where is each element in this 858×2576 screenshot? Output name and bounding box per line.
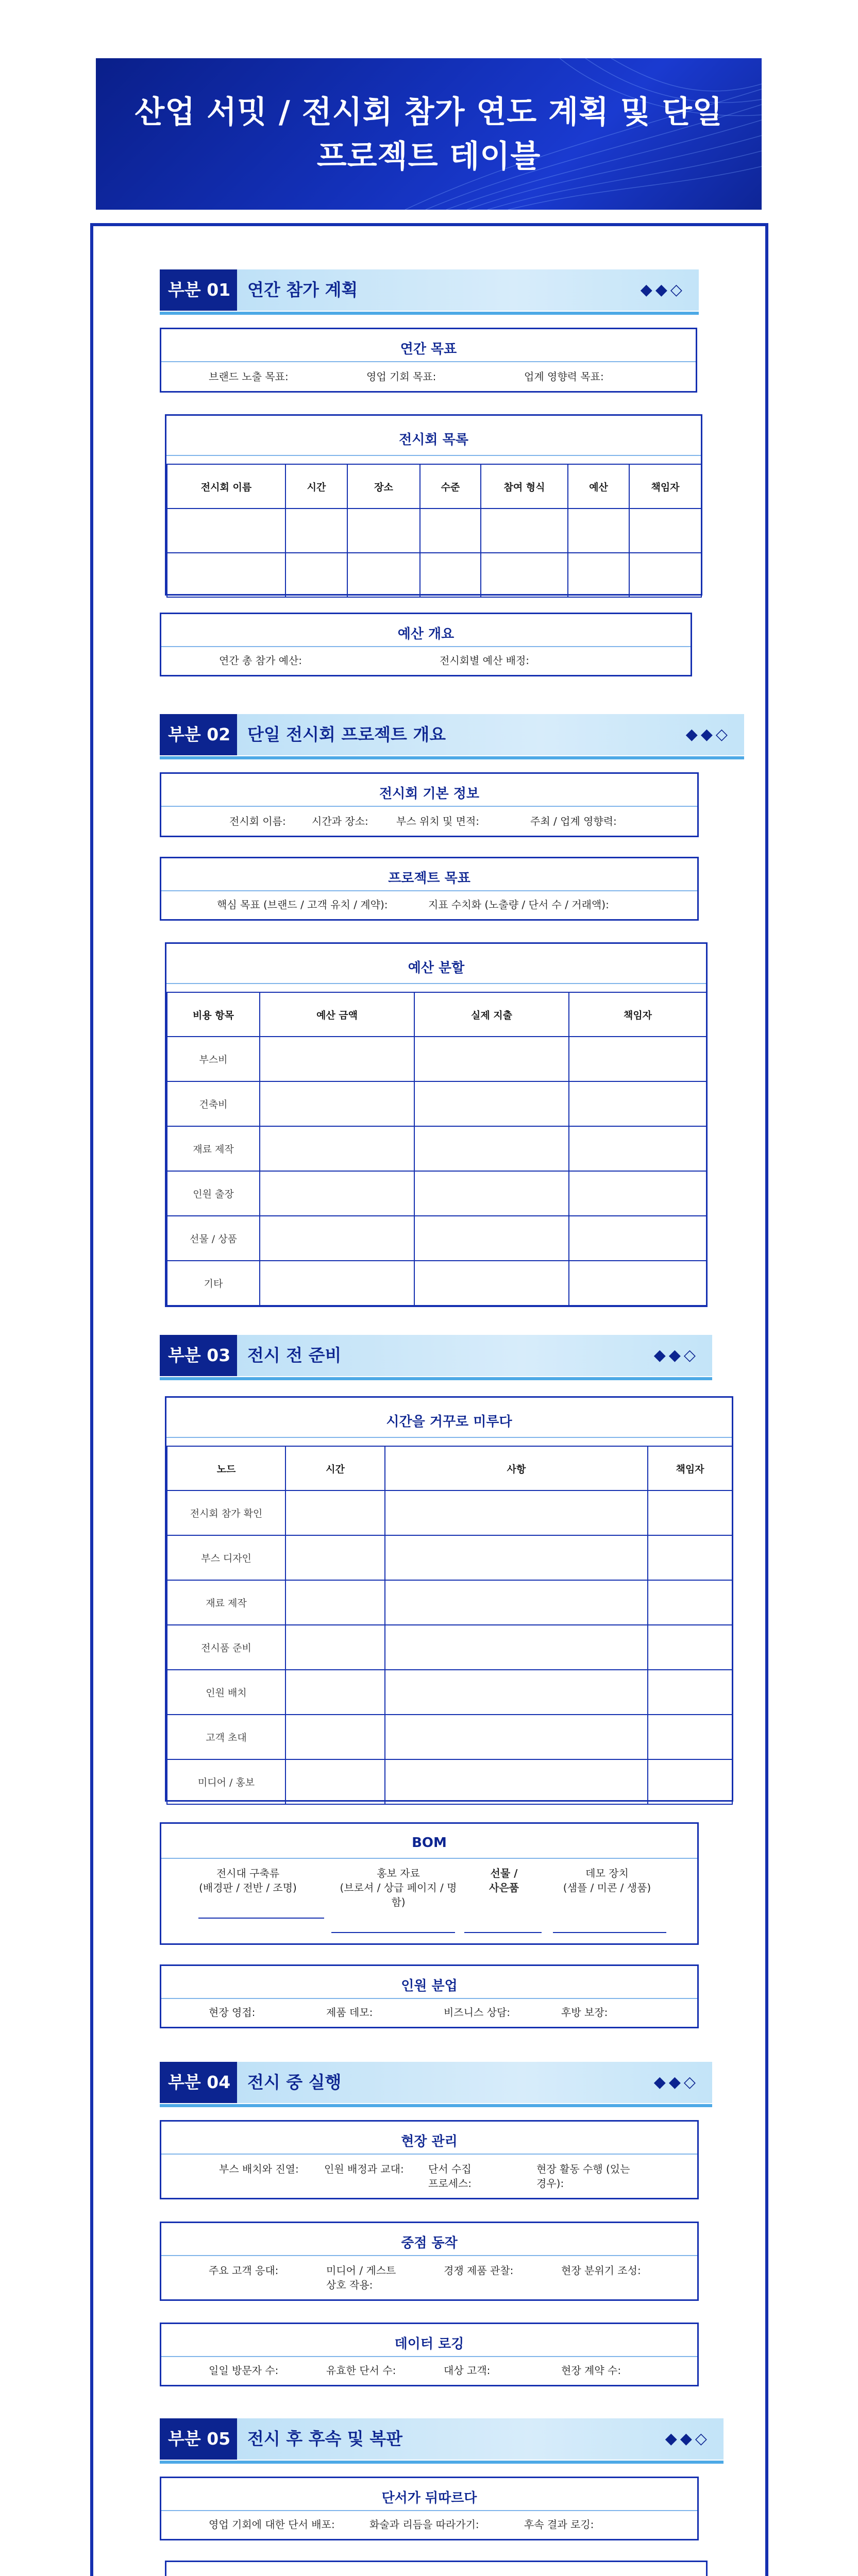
bom-item: 홍보 자료 (브로셔 / 상급 페이지 / 명함) xyxy=(340,1867,457,1908)
table-header: 참여 형식 xyxy=(481,464,568,509)
timeline-table xyxy=(165,1396,733,1802)
row-label: 부스 디자인 xyxy=(167,1535,285,1580)
section-title: 전시 후 후속 및 복판 xyxy=(247,2429,402,2449)
field-label: 경쟁 제품 관찰: xyxy=(444,2264,514,2277)
table-header: 노드 xyxy=(167,1446,285,1490)
field-label: 주최 / 업계 영향력: xyxy=(530,815,617,827)
table-header: 비용 항목 xyxy=(167,992,260,1037)
field-label: 제품 데모: xyxy=(326,2006,373,2019)
table-header: 예산 금액 xyxy=(260,992,414,1037)
field-label: 단서 수집 프로세스: xyxy=(428,2163,472,2190)
field-label: 현장 분위기 조성: xyxy=(561,2264,641,2277)
table-header: 예산 xyxy=(568,464,629,509)
table-row xyxy=(167,1490,732,1535)
section-number: 부분 04 xyxy=(160,2062,239,2103)
box-title: 데이터 로깅 xyxy=(394,2336,464,2352)
field-label: 주요 고객 응대: xyxy=(209,2264,279,2277)
section-05-header xyxy=(160,2418,724,2464)
field-label: 현장 계약 수: xyxy=(561,2364,621,2377)
field-label: 전시회별 예산 배정: xyxy=(440,654,530,667)
site-management-box xyxy=(160,2120,699,2199)
table-row xyxy=(167,1261,706,1306)
budget-overview-box xyxy=(160,613,692,676)
field-label: 연간 총 참가 예산: xyxy=(219,654,302,667)
lead-followup-box xyxy=(160,2477,699,2540)
field-label: 전시회 이름: xyxy=(229,815,286,827)
box-title: 단서가 뒤따르다 xyxy=(381,2490,477,2506)
table-header: 책임자 xyxy=(629,464,701,509)
row-label: 재료 제작 xyxy=(167,1126,260,1171)
row-label: 미디어 / 홍보 xyxy=(167,1759,285,1804)
section-number: 부분 03 xyxy=(160,1335,239,1376)
key-actions-box xyxy=(160,2222,699,2301)
field-label: 시간과 장소: xyxy=(312,815,368,827)
table-header: 전시회 이름 xyxy=(167,464,285,509)
section-number: 부분 01 xyxy=(160,269,239,311)
data-logging-box xyxy=(160,2323,699,2386)
table-row xyxy=(167,1759,732,1804)
table-row xyxy=(167,1216,706,1261)
box-title: 전시회 기본 정보 xyxy=(379,786,479,802)
page-title-line2: 프로젝트 테이블 xyxy=(316,139,541,175)
effect-evaluation-table xyxy=(165,2561,708,2576)
field-label: 지표 수치화 (노출량 / 단서 수 / 거래액): xyxy=(428,899,609,911)
table-row xyxy=(167,1625,732,1670)
box-title: 중점 동작 xyxy=(401,2235,458,2251)
row-label: 인원 출장 xyxy=(167,1171,260,1216)
table-header: 사항 xyxy=(385,1446,648,1490)
field-label: 부스 위치 및 면적: xyxy=(396,815,480,827)
table-header: 장소 xyxy=(347,464,420,509)
section-title: 단일 전시회 프로젝트 개요 xyxy=(247,724,446,744)
box-title: 인원 분업 xyxy=(401,1978,458,1994)
table-row xyxy=(167,1081,706,1126)
field-label: 영업 기회 목표: xyxy=(366,370,436,383)
row-label: 인원 배치 xyxy=(167,1670,285,1715)
bom-item: 데모 장치 (샘플 / 미콘 / 생품) xyxy=(563,1867,651,1894)
table-title: 시간을 거꾸로 미루다 xyxy=(386,1414,512,1430)
page-title-line1: 산업 서밋 / 전시회 참가 연도 계획 및 단일 xyxy=(134,94,723,130)
row-label: 건축비 xyxy=(167,1081,260,1126)
section-number: 부분 02 xyxy=(160,714,239,755)
bom-box xyxy=(160,1822,699,1945)
section-04-header xyxy=(160,2062,712,2107)
exhibition-list-table xyxy=(165,414,702,596)
section-title: 연간 참가 계획 xyxy=(247,280,358,300)
table-row xyxy=(167,509,701,553)
diamond-icons: ◆◆◇ xyxy=(665,2430,710,2448)
field-label: 유효한 단서 수: xyxy=(326,2364,396,2377)
bom-item: 전시대 구축류 (배경판 / 전반 / 조명) xyxy=(199,1867,297,1894)
section-title: 전시 중 실행 xyxy=(247,2072,342,2092)
section-01-header xyxy=(160,269,699,315)
section-title: 전시 전 준비 xyxy=(247,1345,342,1365)
field-label: 후속 결과 로깅: xyxy=(524,2518,594,2531)
box-title: 연간 목표 xyxy=(400,342,457,357)
underline xyxy=(331,1932,455,1933)
table-row xyxy=(167,1670,732,1715)
row-label: 기타 xyxy=(167,1261,260,1306)
table-header: 시간 xyxy=(285,1446,385,1490)
table-title: 예산 분할 xyxy=(408,960,465,976)
table-title: 전시회 목록 xyxy=(399,432,468,448)
row-label: 전시품 준비 xyxy=(167,1625,285,1670)
row-label: 재료 제작 xyxy=(167,1580,285,1625)
row-label: 고객 초대 xyxy=(167,1715,285,1759)
section-number: 부분 05 xyxy=(160,2418,239,2460)
field-label: 현장 영접: xyxy=(209,2006,256,2019)
field-label: 미디어 / 게스트 상호 작용: xyxy=(326,2264,396,2291)
table-header: 책임자 xyxy=(569,992,706,1037)
row-label: 전시회 참가 확인 xyxy=(167,1490,285,1535)
table-row xyxy=(167,1580,732,1625)
field-label: 영업 기회에 대한 단서 배포: xyxy=(209,2518,335,2531)
section-03-header xyxy=(160,1335,712,1380)
section-02-header xyxy=(160,714,744,759)
field-label: 비즈니스 상담: xyxy=(444,2006,511,2019)
diamond-icons: ◆◆◇ xyxy=(640,281,685,299)
table-row xyxy=(167,1535,732,1580)
field-label: 대상 고객: xyxy=(444,2364,491,2377)
table-row xyxy=(167,553,701,597)
header-banner xyxy=(96,58,762,210)
row-label: 선물 / 상품 xyxy=(167,1216,260,1261)
box-title: BOM xyxy=(412,1835,447,1851)
field-label: 후방 보장: xyxy=(561,2006,608,2019)
underline xyxy=(553,1932,666,1933)
table-header: 수준 xyxy=(420,464,481,509)
field-label: 일일 방문자 수: xyxy=(209,2364,279,2377)
table-header: 시간 xyxy=(285,464,347,509)
field-label: 핵심 목표 (브랜드 / 고객 유치 / 계약): xyxy=(217,899,388,911)
underline xyxy=(198,1918,324,1919)
row-label: 부스비 xyxy=(167,1037,260,1081)
project-goal-box xyxy=(160,857,699,921)
diamond-icons: ◆◆◇ xyxy=(653,2073,699,2091)
underline xyxy=(464,1932,542,1933)
table-row xyxy=(167,1126,706,1171)
diamond-icons: ◆◆◇ xyxy=(685,725,731,743)
field-label: 브랜드 노출 목표: xyxy=(209,370,289,383)
annual-goal-box xyxy=(160,328,697,393)
table-row xyxy=(167,1171,706,1216)
field-label: 인원 배정과 교대: xyxy=(324,2163,404,2175)
table-header: 책임자 xyxy=(648,1446,732,1490)
table-row xyxy=(167,1037,706,1081)
table-row xyxy=(167,1715,732,1759)
field-label: 화술과 리듬을 따라가기: xyxy=(369,2518,479,2531)
box-title: 프로젝트 목표 xyxy=(388,871,470,886)
field-label: 부스 배치와 진열: xyxy=(219,2163,299,2175)
field-label: 현장 활동 수행 (있는 경우): xyxy=(536,2163,630,2190)
box-title: 예산 개요 xyxy=(397,626,455,642)
staff-division-box xyxy=(160,1964,699,2028)
bom-item: 선물 / 사은품 xyxy=(489,1867,519,1894)
diamond-icons: ◆◆◇ xyxy=(653,1346,699,1364)
budget-split-table xyxy=(165,942,708,1307)
field-label: 업계 영향력 목표: xyxy=(524,370,604,383)
box-title: 현장 관리 xyxy=(401,2134,458,2149)
table-header: 실제 지출 xyxy=(414,992,569,1037)
exhibition-info-box xyxy=(160,772,699,837)
